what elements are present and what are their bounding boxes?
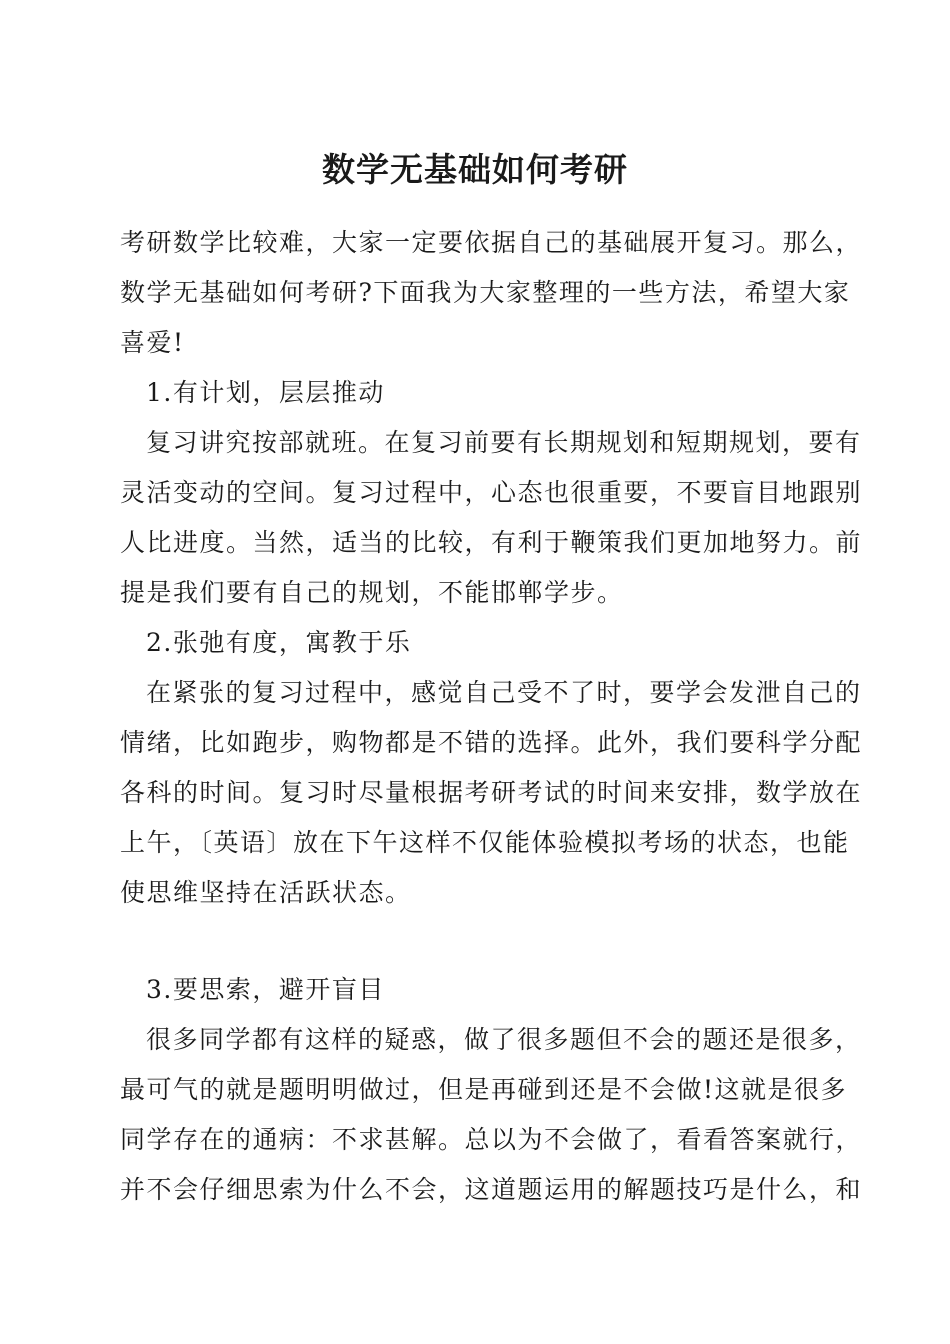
- paragraph-line: 很多同学都有这样的疑惑，做了很多题但不会的题还是很多，: [146, 1025, 862, 1054]
- paragraph-line: 考研数学比较难，大家一定要依据自己的基础展开复习。那么，: [120, 228, 863, 257]
- paragraph-line: 最可气的就是题明明做过，但是再碰到还是不会做!这就是很多: [120, 1075, 848, 1104]
- paragraph-line: 并不会仔细思索为什么不会，这道题运用的解题技巧是什么，和: [120, 1175, 863, 1204]
- paragraph-line: 上午，〔英语〕放在下午这样不仅能体验模拟考场的状态，也能: [120, 828, 850, 857]
- paragraph-line: 复习讲究按部就班。在复习前要有长期规划和短期规划，要有: [146, 428, 862, 457]
- section-heading: 3.要思索，避开盲目: [146, 975, 385, 1004]
- paragraph-line: 情绪，比如跑步，购物都是不错的选择。此外，我们要科学分配: [120, 728, 863, 757]
- section-heading: 2.张弛有度，寓教于乐: [146, 628, 412, 657]
- paragraph-line: 灵活变动的空间。复习过程中，心态也很重要，不要盲目地跟别: [120, 478, 863, 507]
- document-title: 数学无基础如何考研: [322, 150, 628, 189]
- paragraph-line: 喜爱!: [120, 328, 185, 357]
- paragraph-line: 数学无基础如何考研?下面我为大家整理的一些方法，希望大家: [120, 278, 851, 307]
- paragraph-line: 同学存在的通病：不求甚解。总以为不会做了，看看答案就行，: [120, 1125, 863, 1154]
- paragraph-line: 在紧张的复习过程中，感觉自己受不了时，要学会发泄自己的: [146, 678, 862, 707]
- paragraph-line: 提是我们要有自己的规划，不能邯郸学步。: [120, 578, 624, 607]
- section-heading: 1.有计划，层层推动: [146, 378, 385, 407]
- paragraph-line: 使思维坚持在活跃状态。: [120, 878, 412, 907]
- paragraph-line: 人比进度。当然，适当的比较，有利于鞭策我们更加地努力。前: [120, 528, 863, 557]
- paragraph-line: 各科的时间。复习时尽量根据考研考试的时间来安排，数学放在: [120, 778, 863, 807]
